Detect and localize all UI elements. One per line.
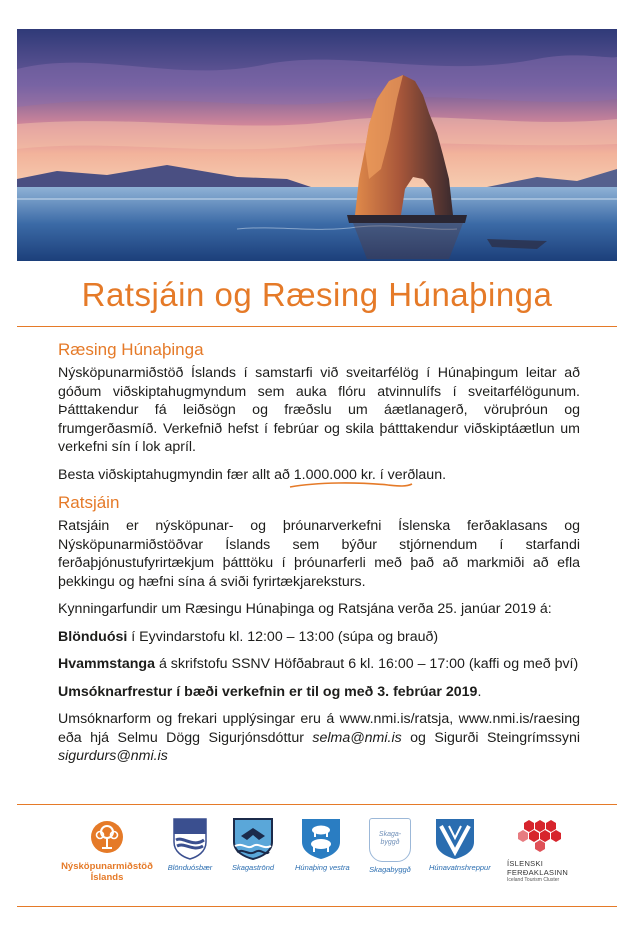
nmi-name: Nýsköpunarmiðstöð Íslands (61, 861, 153, 883)
hero-image (17, 29, 617, 261)
meeting-blonduos-place: Blönduósi (58, 628, 128, 645)
hunavatnshreppur-shield-icon (435, 818, 475, 860)
hunavatnshreppur-logo (429, 818, 491, 872)
meeting-blonduos-details: í Eyvindarstofu kl. 12:00 – 13:00 (súpa og brauð) (127, 628, 439, 645)
email-selma: selma@nmi.is (312, 729, 402, 746)
email-sigurdur: sigurdurs@nmi.is (58, 748, 168, 764)
ferdaklasinn-hex-icon (507, 818, 563, 852)
nmi-tree-icon (90, 820, 124, 854)
meeting-hvammstangi (58, 655, 580, 674)
skagabyggd-mark: Skaga-byggð (378, 831, 402, 846)
prize-amount (294, 467, 376, 483)
prize-line (58, 466, 580, 485)
prize-pre: Besta viðskiptahugmyndin fær allt að (58, 466, 294, 483)
blonduosbaer-label: Blönduósbær (167, 863, 213, 872)
info-pre: Umsóknarform og frekari upplýsingar eru á www.nmi.is/ratsja, www.nmi.is/raesing eða hjá Selmu Dögg Sigurjónsdóttur (58, 711, 580, 746)
hunavatnshreppur-label: Húnavatnshreppur (429, 863, 491, 872)
prize-underline-icon (288, 481, 416, 491)
ferdaklasinn-name: ÍSLENSKI FERÐAKLASINN (507, 859, 569, 877)
logo-strip (17, 812, 617, 892)
skagastrond-logo (227, 818, 279, 872)
blonduosbaer-shield-icon (173, 818, 207, 860)
ferdaklasinn-logo (507, 818, 587, 883)
deadline-line (58, 683, 580, 702)
deadline-text: Umsóknarfrestur í bæði verkefnin er til og með 3. febrúar 2019 (58, 683, 478, 700)
page-title: Ratsjáin og Ræsing Húnaþinga (81, 276, 553, 313)
skagabyggd-logo (364, 818, 416, 874)
skagastrond-label: Skagaströnd (231, 863, 275, 872)
info-paragraph (58, 710, 580, 766)
meeting-hvammstangi-place: Hvammstanga (58, 656, 155, 672)
prize-post: í verðlaun. (375, 466, 447, 483)
ferdaklasinn-sub: Iceland Tourism Cluster (507, 877, 560, 883)
meeting-blonduos (58, 628, 580, 647)
skagastrond-shield-icon (233, 818, 273, 860)
ratsjain-heading: Ratsjáin (58, 493, 120, 512)
prize-amount-text: 1.000.000 kr. (293, 466, 376, 483)
meetings-intro: Kynningarfundir um Ræsingu Húnaþinga og Ratsjána verða 25. janúar 2019 á: (58, 601, 552, 617)
bottom-divider-lower (17, 906, 617, 907)
ratsjain-paragraph: Ratsjáin er nýsköpunar- og þróunarverkefni Íslenska ferðaklasans og Nýsköpunarmiðstöðvar Íslands sem býður stjórnendum í starfandi ferðaþjónustufyrirtækjum þátttöku í þróunarferli með það að markmiði að efla þekkingu og hæfni sína á sviði fyrirtækjareksturs. (58, 518, 580, 590)
top-divider (17, 326, 617, 327)
hunathing-vestra-label: Húnaþing vestra (295, 863, 350, 872)
skagabyggd-label: Skagabyggð (369, 865, 411, 874)
hunathing-vestra-logo (295, 818, 350, 872)
blonduosbaer-logo (164, 818, 216, 872)
skagabyggd-shield-icon (369, 818, 411, 862)
raesing-heading: Ræsing Húnaþinga (58, 340, 204, 359)
deadline-end: . (477, 683, 482, 700)
hunathing-vestra-shield-icon (301, 818, 341, 860)
main-content (58, 340, 580, 775)
raesing-paragraph: Nýsköpunarmiðstöð Íslands í samstarfi við sveitarfélög í Húnaþingum leitar að góðum viðskiptahugmyndum sem auka flóru atvinnulífs í sveitarfélögunum. Þátttakendur fá leiðsögn og fræðslu um áætlanagerð, vöruþróun og frumgerðasmíð. Verkefnið hefst í febrúar og skila þátttakendur viðskiptáætlun um verkefni sín í lok apríl. (58, 365, 580, 455)
meeting-hvammstangi-details: á skrifstofu SSNV Höfðabraut 6 kl. 16:00 – 17:00 (kaffi og með því) (155, 656, 579, 672)
bottom-divider-upper (17, 804, 617, 805)
nmi-logo (57, 820, 157, 883)
info-mid: og Sigurði Steingrímssyni (401, 729, 580, 746)
